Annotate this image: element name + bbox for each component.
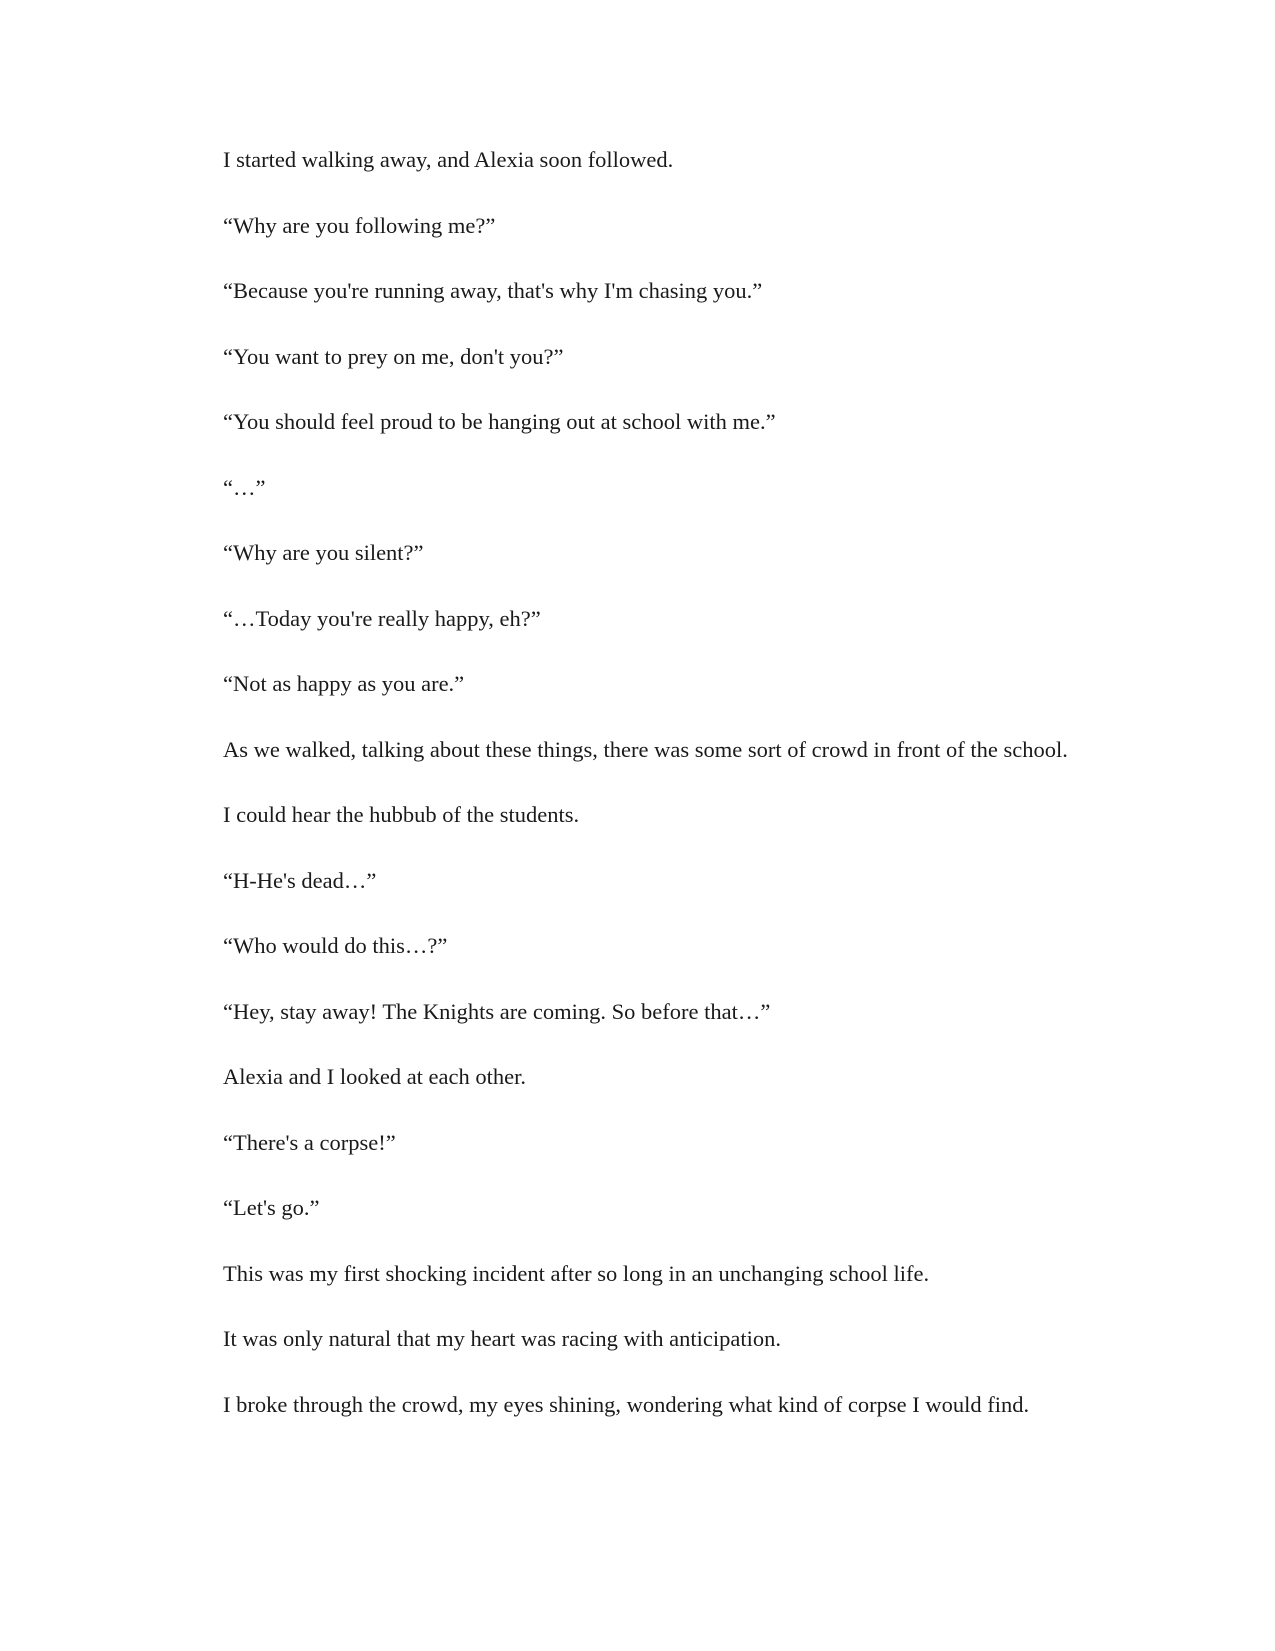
paragraph: “There's a corpse!” (223, 1129, 396, 1155)
paragraph: “Why are you silent?” (223, 540, 424, 565)
paragraph: It was only natural that my heart was racing with anticipation. (223, 1326, 781, 1351)
paragraph: Alexia and I looked at each other. (223, 1064, 527, 1089)
paragraph: This was my first shocking incident after so long in an unchanging school life. (223, 1260, 930, 1286)
paragraph: “Because you're running away, that's why I'm chasing you.” (223, 278, 763, 303)
paragraph: “…” (223, 474, 266, 500)
paragraph: “Let's go.” (223, 1195, 320, 1220)
paragraph: As we walked, talking about these things, there was some sort of crowd in front of the school. (223, 736, 1068, 762)
paragraph: I could hear the hubbub of the students. (223, 802, 580, 827)
paragraph: I started walking away, and Alexia soon followed. (223, 147, 674, 172)
paragraph: I broke through the crowd, my eyes shining, wondering what kind of corpse I would find. (223, 1391, 1030, 1417)
paragraph: “Why are you following me?” (223, 212, 496, 238)
paragraph: “You should feel proud to be hanging out at school with me.” (223, 409, 776, 434)
paragraph: “Who would do this…?” (223, 933, 448, 958)
paragraph: “You want to prey on me, don't you?” (223, 343, 564, 369)
body-text (148, 144, 1118, 1454)
paragraph: “Not as happy as you are.” (223, 671, 465, 696)
paragraph: “Hey, stay away! The Knights are coming. So before that…” (223, 998, 771, 1024)
paragraph: “…Today you're really happy, eh?” (223, 605, 541, 631)
paragraph: “H-He's dead…” (223, 867, 377, 893)
